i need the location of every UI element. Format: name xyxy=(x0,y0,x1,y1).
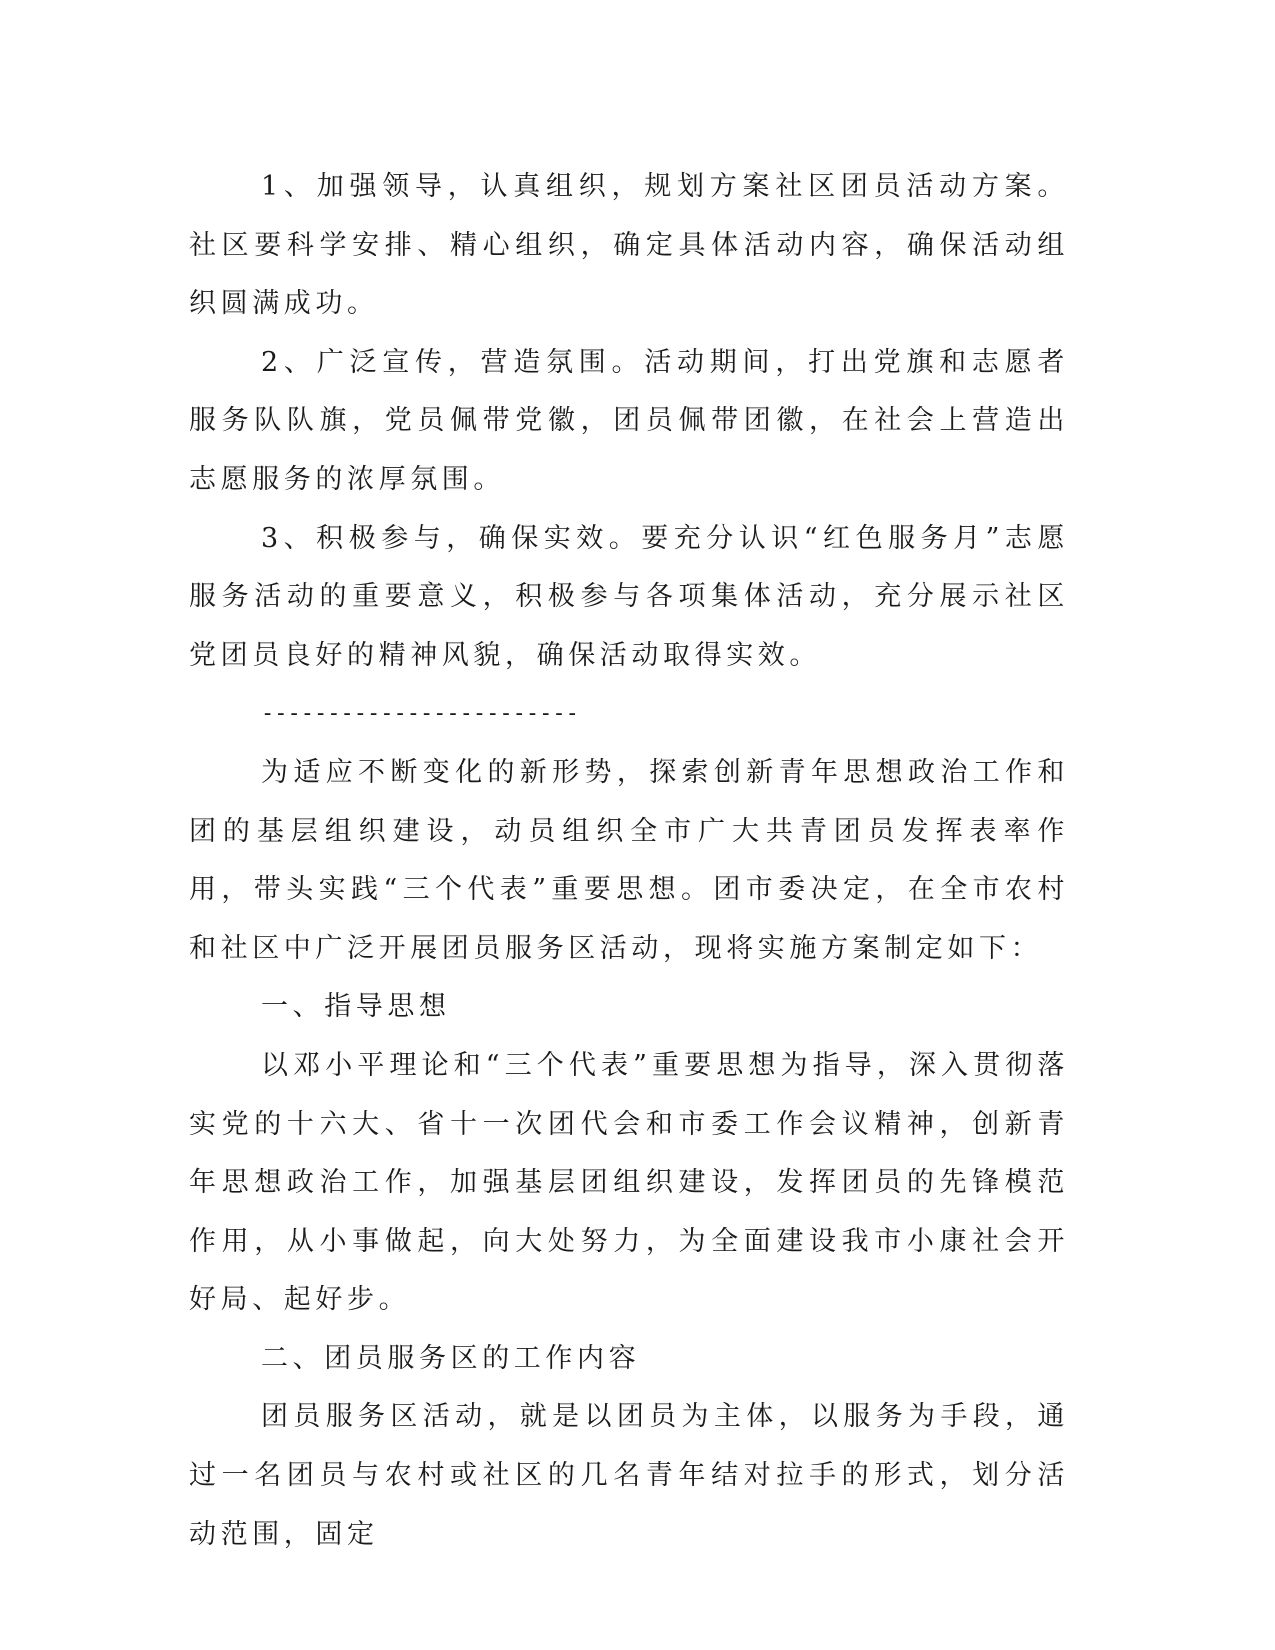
paragraph-publicity: 2、广泛宣传，营造氛围。活动期间，打出党旗和志愿者服务队队旗，党员佩带党徽，团员佩带团徽，在社会上营造出志愿服务的浓厚氛围。 xyxy=(189,346,1069,495)
paragraph-introduction: 为适应不断变化的新形势，探索创新青年思想政治工作和团的基层组织建设，动员组织全市广大共青团员发挥表率作用，带头实践“三个代表”重要思想。团市委决定，在全市农村和社区中广泛开展团员服务区活动，现将实施方案制定如下： xyxy=(189,756,1069,964)
paragraph-participation: 3、积极参与，确保实效。要充分认识“红色服务月”志愿服务活动的重要意义，积极参与各项集体活动，充分展示社区党团员良好的精神风貌，确保活动取得实效。 xyxy=(189,522,1069,671)
paragraph-work-content: 团员服务区活动，就是以团员为主体，以服务为手段，通过一名团员与农村或社区的几名青年结对拉手的形式，划分活动范围，固定 xyxy=(189,1401,1069,1550)
paragraph-leadership: 1、加强领导，认真组织，规划方案社区团员活动方案。社区要科学安排、精心组织，确定具体活动内容，确保活动组织圆满成功。 xyxy=(189,171,1069,320)
section-separator: ------------------------ xyxy=(261,701,579,727)
heading-guiding-ideology: 一、指导思想 xyxy=(261,991,451,1023)
heading-work-content: 二、团员服务区的工作内容 xyxy=(261,1342,641,1374)
paragraph-guiding-ideology: 以邓小平理论和“三个代表”重要思想为指导，深入贯彻落实党的十六大、省十一次团代会和市委工作会议精神，创新青年思想政治工作，加强基层团组织建设，发挥团员的先锋模范作用，从小事做起，向大处努力，为全面建设我市小康社会开好局、起好步。 xyxy=(189,1049,1069,1316)
document-body xyxy=(189,158,1069,1564)
